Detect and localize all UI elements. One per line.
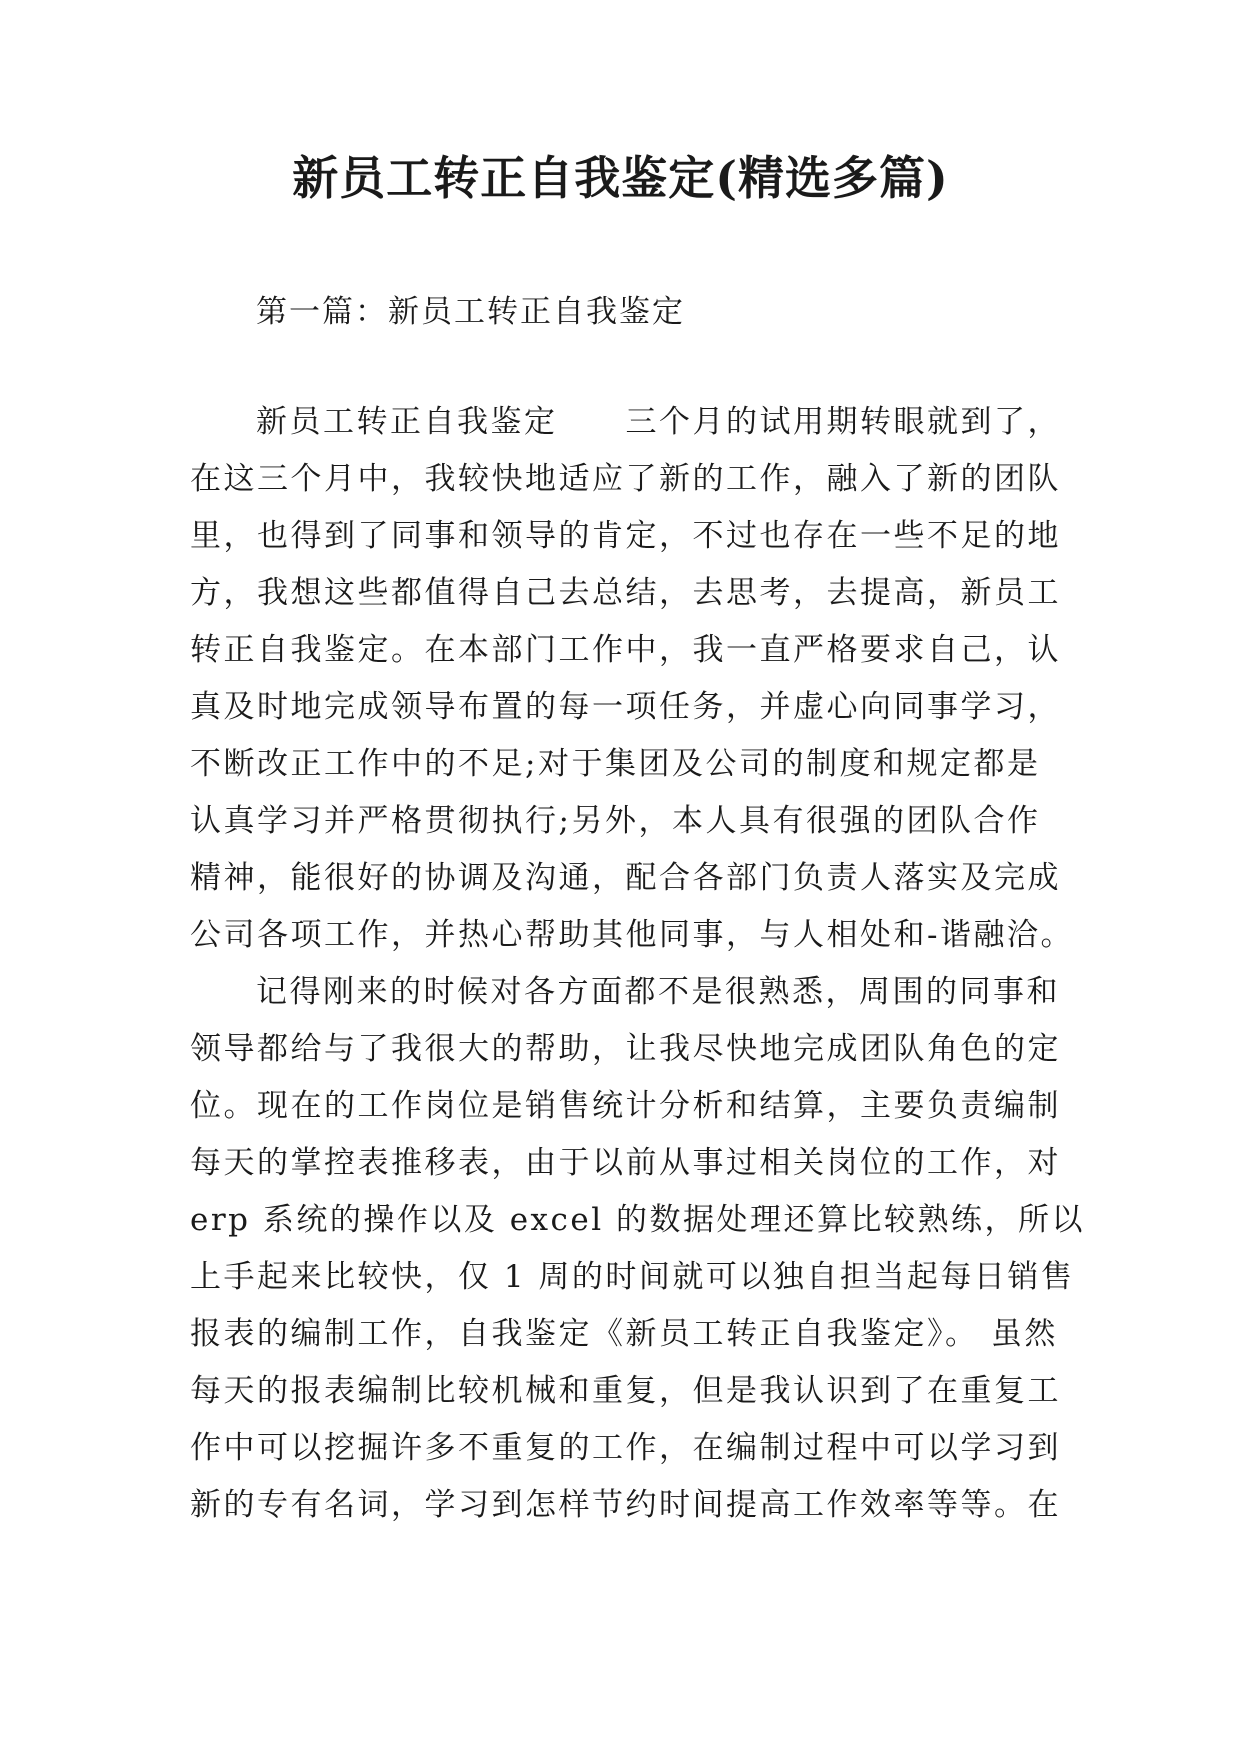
paragraph-line: 每天的掌控表推移表，由于以前从事过相关岗位的工作，对 — [190, 1145, 1061, 1181]
paragraph-line: 精神，能很好的协调及沟通，配合各部门负责人落实及完成 — [190, 860, 1061, 896]
paragraph-line: 领导都给与了我很大的帮助，让我尽快地完成团队角色的定 — [190, 1031, 1061, 1067]
paragraph-line: 认真学习并严格贯彻执行;另外，本人具有很强的团队合作 — [190, 803, 1041, 839]
paragraph-line: 记得刚来的时候对各方面都不是很熟悉，周围的同事和 — [256, 974, 1060, 1010]
paragraph-line — [256, 400, 1070, 444]
paragraph-line: 公司各项工作，并热心帮助其他同事，与人相处和-谐融洽。 — [190, 917, 1074, 953]
section-heading: 第一篇：新员工转正自我鉴定 — [256, 294, 685, 330]
paragraph-line: 不断改正工作中的不足;对于集团及公司的制度和规定都是 — [190, 746, 1041, 782]
paragraph-line: 新的专有名词，学习到怎样节约时间提高工作效率等等。在 — [190, 1487, 1061, 1523]
paragraph-line: 方，我想这些都值得自己去总结，去思考，去提高，新员工 — [190, 575, 1061, 611]
paragraph-lead: 新员工转正自我鉴定 — [256, 404, 558, 440]
paragraph-line: 报表的编制工作，自我鉴定《新员工转正自我鉴定》。 虽然 — [190, 1316, 1058, 1352]
paragraph-line: 每天的报表编制比较机械和重复，但是我认识到了在重复工 — [190, 1373, 1061, 1409]
paragraph-line: erp 系统的操作以及 excel 的数据处理还算比较熟练，所以 — [190, 1202, 1086, 1238]
paragraph-line: 真及时地完成领导布置的每一项任务，并虚心向同事学习， — [190, 689, 1061, 725]
paragraph-line: 位。现在的工作岗位是销售统计分析和结算，主要负责编制 — [190, 1088, 1061, 1124]
paragraph-line: 转正自我鉴定。在本部门工作中，我一直严格要求自己，认 — [190, 632, 1061, 668]
paragraph-text: 三个月的试用期转眼就到了， — [625, 404, 1061, 440]
paragraph-line: 在这三个月中，我较快地适应了新的工作，融入了新的团队 — [190, 461, 1061, 497]
document-title: 新员工转正自我鉴定(精选多篇) — [292, 151, 949, 205]
paragraph-line: 里，也得到了同事和领导的肯定，不过也存在一些不足的地 — [190, 518, 1061, 554]
paragraph-line: 上手起来比较快，仅 1 周的时间就可以独自担当起每日销售 — [190, 1259, 1075, 1295]
paragraph-line: 作中可以挖掘许多不重复的工作，在编制过程中可以学习到 — [190, 1430, 1061, 1466]
